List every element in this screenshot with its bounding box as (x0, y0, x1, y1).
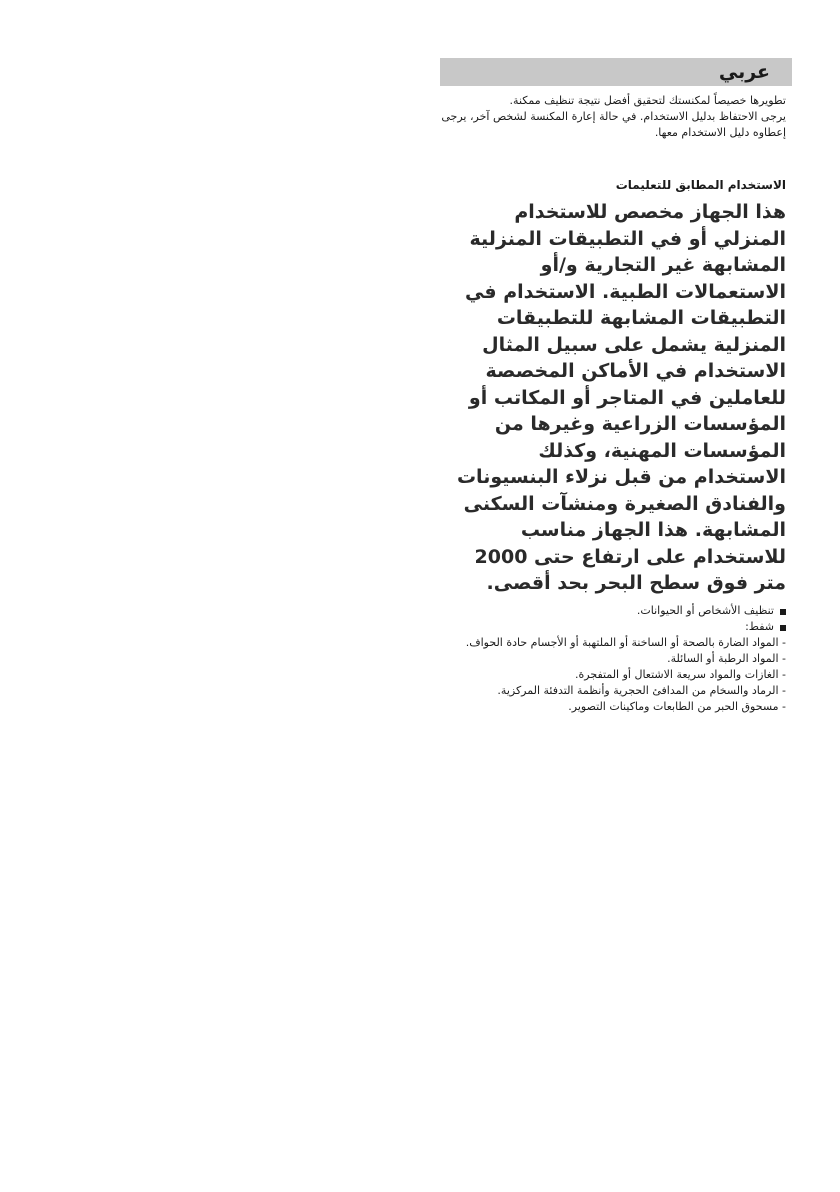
square-bullet-icon (780, 609, 786, 615)
language-banner-label: عربي (718, 61, 770, 83)
dash-item: - الغازات والمواد سريعة الاشتعال أو المتفجرة. (440, 667, 786, 683)
bullet-item (440, 603, 786, 619)
bullet-text: تنظيف الأشخاص أو الحيوانات. (636, 603, 774, 617)
suction-prohibited-list (440, 635, 786, 715)
square-bullet-icon (780, 625, 786, 631)
dash-item: - الرماد والسخام من المدافئ الحجرية وأنظمة التدفئة المركزية. (440, 683, 786, 699)
intro-text (440, 93, 786, 141)
intro-line-1: تطويرها خصيصاً لمكنستك لتحقيق أفضل نتيجة تنظيف ممكنة. (509, 94, 786, 107)
dash-item: - المواد الضارة بالصحة أو الساخنة أو الملتهبة أو الأجسام حادة الحواف. (440, 635, 786, 651)
bullet-text: شفط: (745, 619, 774, 633)
dash-item: - المواد الرطبة أو السائلة. (440, 651, 786, 667)
bullet-item (440, 619, 786, 635)
section-title: الاستخدام المطابق للتعليمات (615, 178, 786, 192)
language-banner (440, 58, 792, 86)
dash-item: - مسحوق الحبر من الطابعات وماكينات التصوير. (440, 699, 786, 715)
usage-paragraph: هذا الجهاز مخصص للاستخدام المنزلي أو في التطبيقات المنزلية المشابهة غير التجارية و/أو الاستعمالات الطبية. الاستخدام في التطبيقات المشابهة للتطبيقات المنزلية يشمل على سبيل المثال الاستخدام في الأماكن المخصصة للعاملين في المتاجر أو المكاتب أو المؤسسات الزراعية وغيرها من المؤسسات المهنية، وكذلك الاستخدام من قبل نزلاء البنسيونات والفنادق الصغيرة ومنشآت السكنى المشابهة. هذا الجهاز مناسب للاستخدام على ارتفاع حتى 2000 متر فوق سطح البحر بحد أقصى. (456, 201, 786, 594)
intro-line-2: يرجى الاحتفاظ بدليل الاستخدام. في حالة إعارة المكنسة لشخص آخر، يرجى إعطاوه دليل الاستخدام معها. (441, 110, 786, 139)
prohibited-uses-list (440, 603, 786, 635)
arabic-column (440, 58, 792, 715)
